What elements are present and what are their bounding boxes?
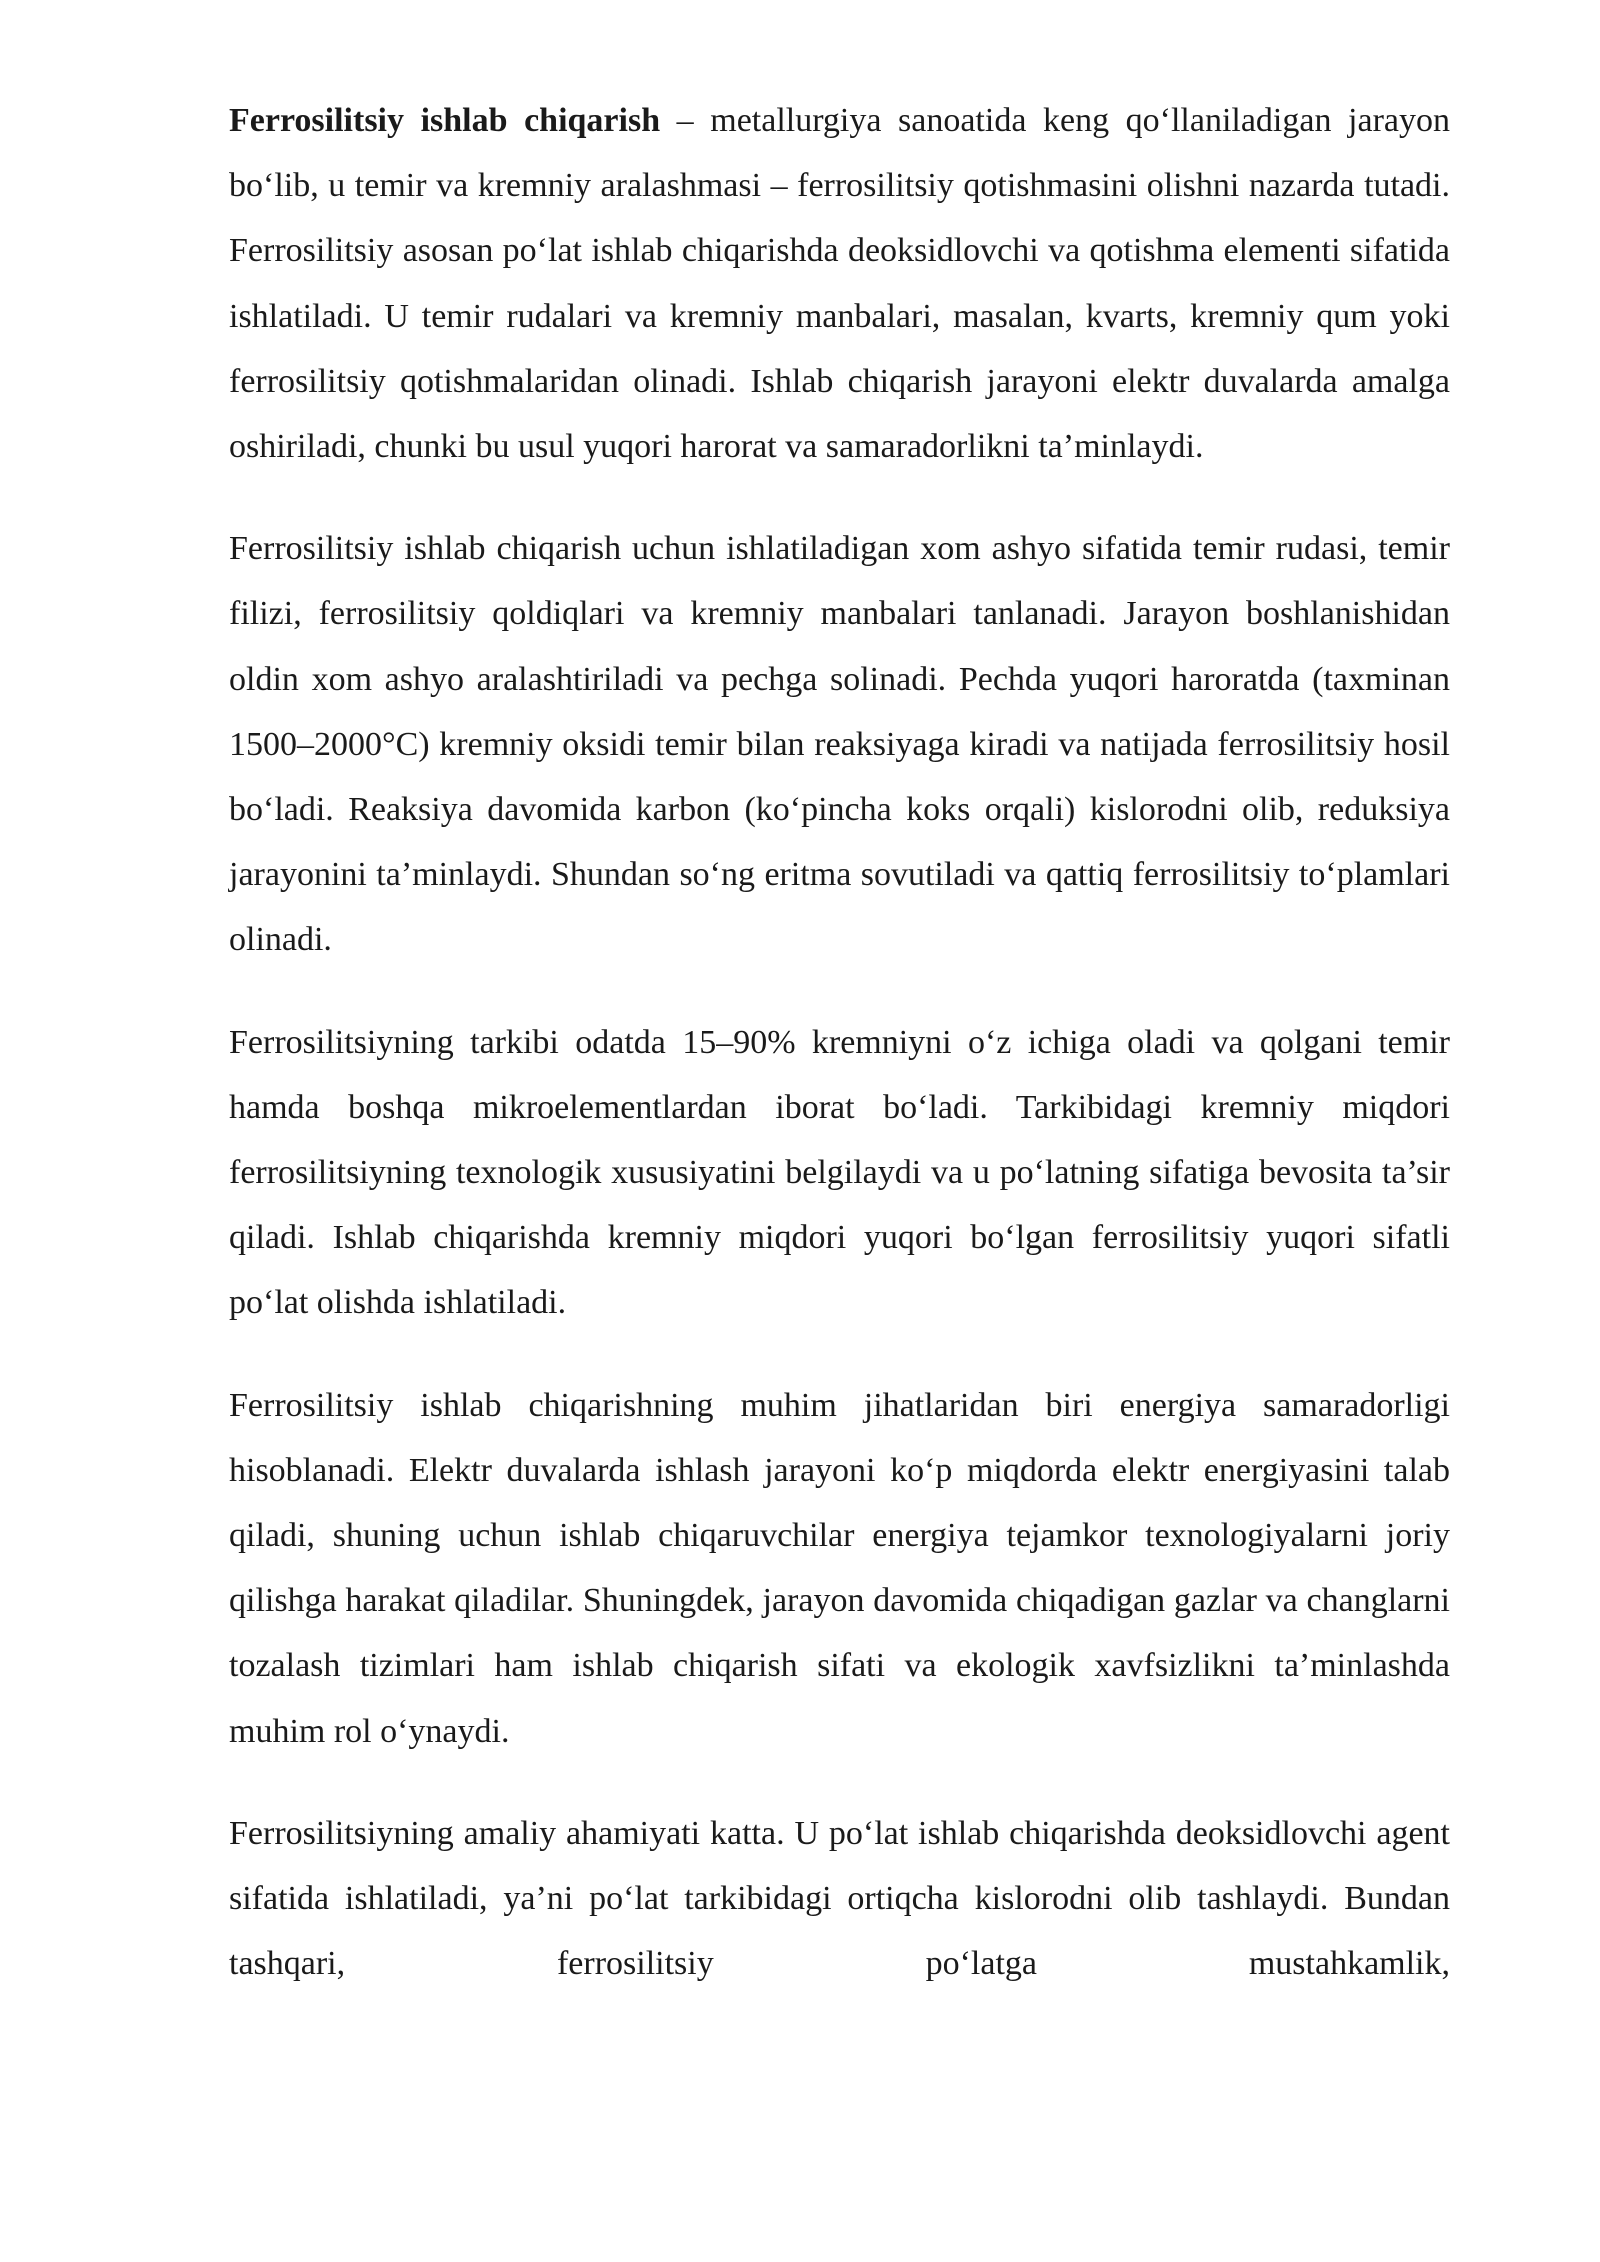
- paragraph-1: [229, 88, 1450, 479]
- paragraph-1-text: – metallurgiya sanoatida keng qo‘llaniladigan jarayon bo‘lib, u temir va kremniy aralashmasi – ferrosilitsiy qotishmasini olishni nazarda tutadi. Ferrosilitsiy asosan po‘lat ishlab chiqarishda deoksidlovchi va qotishma elementi sifatida ishlatiladi. U temir rudalari va kremniy manbalari, masalan, kvarts, kremniy qum yoki ferrosilitsiy qotishmalaridan olinadi. Ishlab chiqarish jarayoni elektr duvalarda amalga oshiriladi, chunki bu usul yuqori harorat va samaradorlikni ta’minlaydi.: [229, 102, 1450, 466]
- document-body: [229, 88, 1450, 1996]
- paragraph-3-text: Ferrosilitsiyning tarkibi odatda 15–90% kremniyni o‘z ichiga oladi va qolgani temir hamda boshqa mikroelementlardan iborat bo‘ladi. Tarkibidagi kremniy miqdori ferrosilitsiyning texnologik xususiyatini belgilaydi va u po‘latning sifatiga bevosita ta’sir qiladi. Ishlab chiqarishda kremniy miqdori yuqori bo‘lgan ferrosilitsiy yuqori sifatli po‘lat olishda ishlatiladi.: [229, 1023, 1450, 1322]
- paragraph-5-text: Ferrosilitsiyning amaliy ahamiyati katta. U po‘lat ishlab chiqarishda deoksidlovchi agent sifatida ishlatiladi, ya’ni po‘lat tarkibidagi ortiqcha kislorodni olib tashlaydi. Bundan tashqari, ferrosilitsiy po‘latga mustahkamlik,: [229, 1814, 1450, 1983]
- paragraph-4-text: Ferrosilitsiy ishlab chiqarishning muhim jihatlaridan biri energiya samaradorligi hisoblanadi. Elektr duvalarda ishlash jarayoni ko‘p miqdorda elektr energiyasini talab qiladi, shuning uchun ishlab chiqaruvchilar energiya tejamkor texnologiyalarni joriy qilishga harakat qiladilar. Shuningdek, jarayon davomida chiqadigan gazlar va changlarni tozalash tizimlari ham ishlab chiqarish sifati va ekologik xavfsizlikni ta’minlashda muhim rol o‘ynaydi.: [229, 1386, 1450, 1750]
- paragraph-5: [229, 1801, 1450, 1997]
- paragraph-2: [229, 516, 1450, 972]
- paragraph-1-lead: Ferrosilitsiy ishlab chiqarish: [229, 102, 661, 139]
- paragraph-2-text: Ferrosilitsiy ishlab chiqarish uchun ishlatiladigan xom ashyo sifatida temir rudasi, temir filizi, ferrosilitsiy qoldiqlari va kremniy manbalari tanlanadi. Jarayon boshlanishidan oldin xom ashyo aralashtiriladi va pechga solinadi. Pechda yuqori haroratda (taxminan 1500–2000°C) kremniy oksidi temir bilan reaksiyaga kiradi va natijada ferrosilitsiy hosil bo‘ladi. Reaksiya davomida karbon (ko‘pincha koks orqali) kislorodni olib, reduksiya jarayonini ta’minlaydi. Shundan so‘ng eritma sovutiladi va qattiq ferrosilitsiy to‘plamlari olinadi.: [229, 530, 1450, 959]
- paragraph-4: [229, 1373, 1450, 1764]
- paragraph-3: [229, 1010, 1450, 1336]
